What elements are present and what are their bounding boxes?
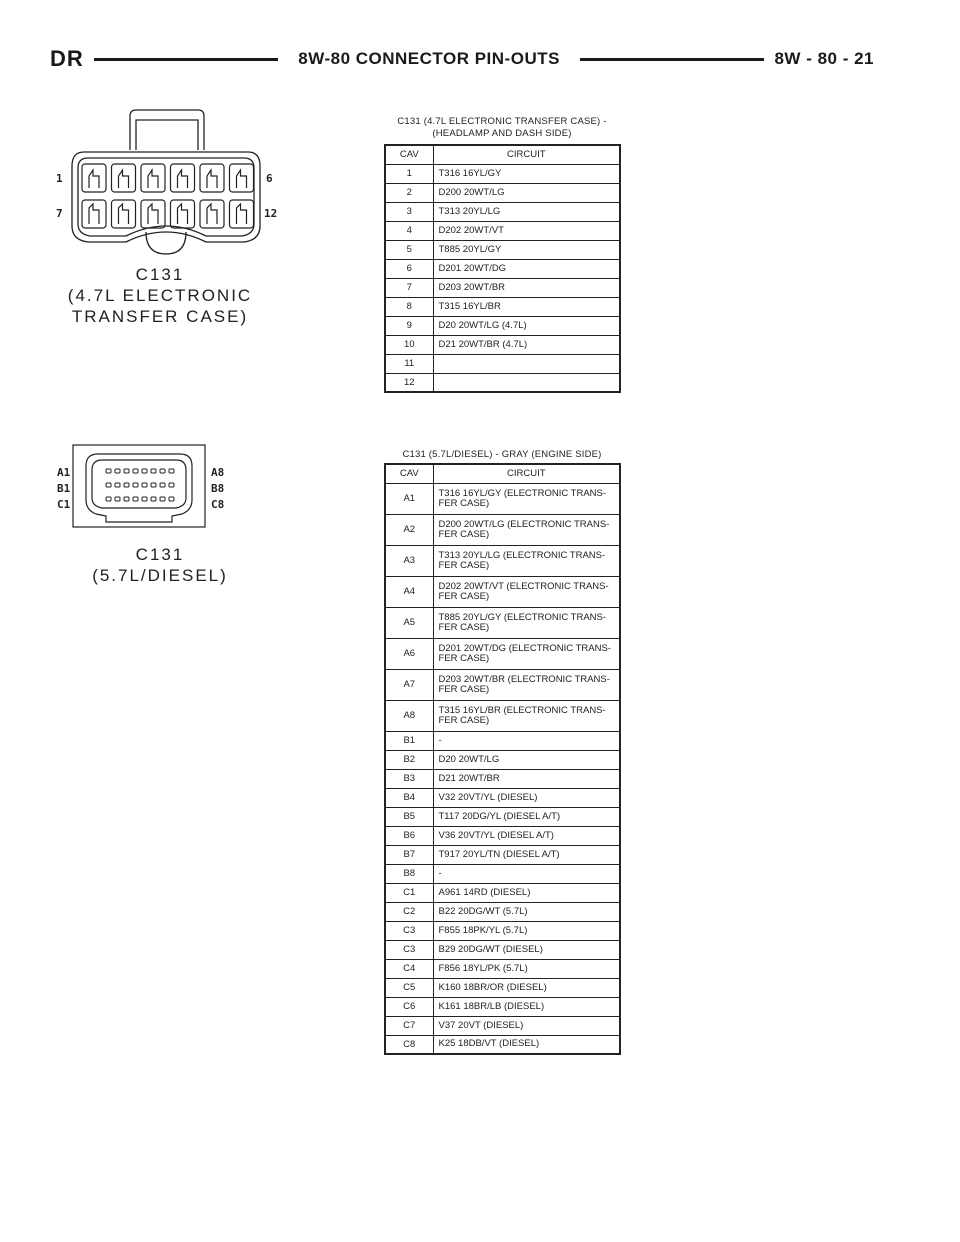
circuit-cell xyxy=(433,576,620,607)
circuit-cell xyxy=(433,959,620,978)
circuit-cell xyxy=(433,514,620,545)
header-page-number: 8W - 80 - 21 xyxy=(774,49,875,68)
table-row xyxy=(385,514,620,545)
header-cav: CAV xyxy=(385,145,433,164)
circuit-line: FER CASE) xyxy=(438,714,490,726)
header-cav: CAV xyxy=(385,464,433,483)
table-row xyxy=(385,297,620,316)
circuit-line: D200 20WT/LG (ELECTRONIC TRANS- xyxy=(438,518,610,530)
table-row xyxy=(385,731,620,750)
circuit-line: K161 18BR/LB (DIESEL) xyxy=(438,1000,545,1012)
cav-cell: B4 xyxy=(385,788,433,807)
circuit-line: B22 20DG/WT (5.7L) xyxy=(438,905,528,917)
pin-shape xyxy=(124,469,129,473)
circuit-line: FER CASE) xyxy=(438,590,490,602)
pin-label-c8: C8 xyxy=(211,498,225,511)
circuit-cell: D20 20WT/LG (4.7L) xyxy=(433,316,620,335)
circuit-line: - xyxy=(438,734,442,746)
pin-label-1: 1 xyxy=(56,172,63,185)
pin-shape xyxy=(133,497,138,501)
circuit-cell: D202 20WT/VT xyxy=(433,221,620,240)
cav-cell: A7 xyxy=(385,669,433,700)
cav-cell: B5 xyxy=(385,807,433,826)
header-rule-left xyxy=(94,58,279,61)
circuit-line: FER CASE) xyxy=(438,559,490,571)
circuit-line: T117 20DG/YL (DIESEL A/T) xyxy=(438,810,561,822)
connector2-caption-line: (5.7L/DIESEL) xyxy=(92,566,228,585)
cav-cell: A3 xyxy=(385,545,433,576)
circuit-line: D21 20WT/BR xyxy=(438,772,500,784)
terminal-shape xyxy=(237,170,247,188)
cav-cell: 9 xyxy=(385,316,433,335)
cav-cell: 6 xyxy=(385,259,433,278)
cav-cell: 11 xyxy=(385,354,433,373)
table-row xyxy=(385,978,620,997)
pin-shape xyxy=(160,483,165,487)
cav-cell: B7 xyxy=(385,845,433,864)
circuit-cell xyxy=(433,607,620,638)
header-circuit: CIRCUIT xyxy=(433,145,620,164)
table2-title-line: C131 (5.7L/DIESEL) - GRAY (ENGINE SIDE) xyxy=(402,449,602,460)
pin-shape xyxy=(169,483,174,487)
circuit-cell xyxy=(433,769,620,788)
circuit-cell xyxy=(433,788,620,807)
terminal-shape xyxy=(119,170,129,188)
cav-cell: 1 xyxy=(385,164,433,183)
pin-label-a1: A1 xyxy=(57,466,71,479)
pin-shape xyxy=(151,469,156,473)
circuit-line: D201 20WT/DG (ELECTRONIC TRANS- xyxy=(438,642,611,654)
cav-cell: 4 xyxy=(385,221,433,240)
circuit-cell xyxy=(433,807,620,826)
cavity-shape xyxy=(112,200,136,228)
circuit-line: D202 20WT/VT (ELECTRONIC TRANS- xyxy=(438,580,609,592)
circuit-line: V37 20VT (DIESEL) xyxy=(438,1019,524,1031)
cav-cell: C4 xyxy=(385,959,433,978)
circuit-line: T917 20YL/TN (DIESEL A/T) xyxy=(438,848,560,860)
table-row xyxy=(385,278,620,297)
table1-title-line: (HEADLAMP AND DASH SIDE) xyxy=(432,128,572,139)
table-header-row xyxy=(385,145,620,164)
circuit-line: K160 18BR/OR (DIESEL) xyxy=(438,981,547,993)
table-row xyxy=(385,1016,620,1035)
cav-cell: 12 xyxy=(385,373,433,392)
cavity-shape xyxy=(230,200,254,228)
table-row xyxy=(385,769,620,788)
table-row xyxy=(385,638,620,669)
circuit-line: T313 20YL/LG (ELECTRONIC TRANS- xyxy=(438,549,606,561)
table-row xyxy=(385,997,620,1016)
circuit-cell xyxy=(433,373,620,392)
circuit-cell: D21 20WT/BR (4.7L) xyxy=(433,335,620,354)
pin-shape xyxy=(115,469,120,473)
connector1-caption-line: TRANSFER CASE) xyxy=(71,307,249,326)
cavity-shape xyxy=(230,164,254,192)
cav-cell: C3 xyxy=(385,940,433,959)
header-title: 8W-80 CONNECTOR PIN-OUTS xyxy=(298,49,560,68)
terminal-shape xyxy=(148,170,158,188)
circuit-cell xyxy=(433,1035,620,1054)
cav-cell: B1 xyxy=(385,731,433,750)
circuit-line: D203 20WT/BR (ELECTRONIC TRANS- xyxy=(438,673,610,685)
circuit-line: F856 18YL/PK (5.7L) xyxy=(438,962,528,974)
cav-cell: B6 xyxy=(385,826,433,845)
header-circuit: CIRCUIT xyxy=(433,464,620,483)
table-row xyxy=(385,750,620,769)
circuit-line: V36 20VT/YL (DIESEL A/T) xyxy=(438,829,554,841)
cav-cell: A4 xyxy=(385,576,433,607)
connector1-caption xyxy=(60,264,260,327)
table-row xyxy=(385,259,620,278)
table-row xyxy=(385,576,620,607)
cavity-shape xyxy=(141,164,165,192)
connector1-caption-line: (4.7L ELECTRONIC xyxy=(67,286,253,305)
circuit-cell xyxy=(433,940,620,959)
circuit-cell xyxy=(433,545,620,576)
circuit-cell xyxy=(433,731,620,750)
pin-shape xyxy=(133,483,138,487)
pin-shape xyxy=(106,469,111,473)
terminal-shape xyxy=(178,170,188,188)
page-header xyxy=(50,46,874,72)
circuit-cell xyxy=(433,902,620,921)
cavity-shape xyxy=(112,164,136,192)
table-row xyxy=(385,959,620,978)
terminal-shape xyxy=(89,204,99,224)
pin-shape xyxy=(160,497,165,501)
pin-shape xyxy=(124,497,129,501)
cav-cell: A8 xyxy=(385,700,433,731)
terminal-shape xyxy=(119,204,129,224)
table-row xyxy=(385,700,620,731)
table-row xyxy=(385,940,620,959)
circuit-cell xyxy=(433,883,620,902)
circuit-cell xyxy=(433,1016,620,1035)
circuit-line: FER CASE) xyxy=(438,497,490,509)
circuit-cell xyxy=(433,483,620,514)
pin-shape xyxy=(160,469,165,473)
table-row xyxy=(385,240,620,259)
cav-cell: B2 xyxy=(385,750,433,769)
cavity-shape xyxy=(200,164,224,192)
header-rule-right xyxy=(580,58,765,61)
terminal-shape xyxy=(89,170,99,188)
pin-label-6: 6 xyxy=(266,172,273,185)
connector1-caption-line: C131 xyxy=(135,265,185,284)
circuit-line: B29 20DG/WT (DIESEL) xyxy=(438,943,543,955)
table-row xyxy=(385,483,620,514)
circuit-line: D20 20WT/LG xyxy=(438,753,500,765)
circuit-line: T316 16YL/GY (ELECTRONIC TRANS- xyxy=(438,487,607,499)
table2-title xyxy=(382,449,622,461)
circuit-cell xyxy=(433,669,620,700)
cav-cell: A5 xyxy=(385,607,433,638)
pin-shape xyxy=(151,483,156,487)
table-row xyxy=(385,221,620,240)
table-row xyxy=(385,826,620,845)
table-header-row xyxy=(385,464,620,483)
table2-pinout xyxy=(384,463,621,1055)
table-row xyxy=(385,202,620,221)
pin-shape xyxy=(151,497,156,501)
circuit-cell xyxy=(433,978,620,997)
table-row xyxy=(385,335,620,354)
pin-label-a8: A8 xyxy=(211,466,225,479)
table-row xyxy=(385,373,620,392)
table1-pinout xyxy=(384,144,621,393)
cav-cell: C3 xyxy=(385,921,433,940)
circuit-cell: T315 16YL/BR xyxy=(433,297,620,316)
pin-shape xyxy=(115,497,120,501)
connector-c131-4.7l-drawing xyxy=(66,108,266,258)
terminal-shape xyxy=(178,204,188,224)
pin-shape xyxy=(106,483,111,487)
cav-cell: A6 xyxy=(385,638,433,669)
circuit-cell: T885 20YL/GY xyxy=(433,240,620,259)
circuit-cell xyxy=(433,845,620,864)
pin-shape xyxy=(142,483,147,487)
table-row xyxy=(385,921,620,940)
cav-cell: 7 xyxy=(385,278,433,297)
pin-label-c1: C1 xyxy=(57,498,71,511)
circuit-line: V32 20VT/YL (DIESEL) xyxy=(438,791,538,803)
circuit-cell: T313 20YL/LG xyxy=(433,202,620,221)
cavity-shape xyxy=(82,164,106,192)
circuit-cell: D200 20WT/LG xyxy=(433,183,620,202)
table-row xyxy=(385,864,620,883)
cavity-shape xyxy=(200,200,224,228)
pin-shape xyxy=(115,483,120,487)
cav-cell: 8 xyxy=(385,297,433,316)
pin-shape xyxy=(142,497,147,501)
connector2-caption xyxy=(60,544,260,586)
circuit-line: - xyxy=(438,867,442,879)
table-row xyxy=(385,545,620,576)
table-row xyxy=(385,183,620,202)
cav-cell: 5 xyxy=(385,240,433,259)
cav-cell: 2 xyxy=(385,183,433,202)
cavity-shape xyxy=(171,200,195,228)
terminal-shape xyxy=(237,204,247,224)
circuit-cell xyxy=(433,826,620,845)
cav-cell: C8 xyxy=(385,1035,433,1054)
cavity-shape xyxy=(141,200,165,228)
table-row xyxy=(385,164,620,183)
cav-cell: C7 xyxy=(385,1016,433,1035)
circuit-line: FER CASE) xyxy=(438,621,490,633)
terminal-shape xyxy=(207,204,217,224)
pin-shape xyxy=(133,469,138,473)
pin-label-b1: B1 xyxy=(57,482,71,495)
circuit-line: FER CASE) xyxy=(438,528,490,540)
circuit-line: FER CASE) xyxy=(438,652,490,664)
cav-cell: 3 xyxy=(385,202,433,221)
circuit-line: T315 16YL/BR (ELECTRONIC TRANS- xyxy=(438,704,606,716)
pin-shape xyxy=(142,469,147,473)
pin-shape xyxy=(169,497,174,501)
cavity-shape xyxy=(171,164,195,192)
table-row xyxy=(385,316,620,335)
circuit-cell xyxy=(433,750,620,769)
table-row xyxy=(385,1035,620,1054)
cavity-shape xyxy=(82,200,106,228)
table-row xyxy=(385,902,620,921)
cav-cell: C1 xyxy=(385,883,433,902)
cav-cell: C2 xyxy=(385,902,433,921)
pin-label-7: 7 xyxy=(56,207,63,220)
terminal-shape xyxy=(148,204,158,224)
circuit-cell xyxy=(433,638,620,669)
circuit-line: A961 14RD (DIESEL) xyxy=(438,886,531,898)
connector-c131-5.7l-diesel-drawing xyxy=(72,444,206,528)
table-row xyxy=(385,354,620,373)
table-row xyxy=(385,607,620,638)
pin-label-b8: B8 xyxy=(211,482,225,495)
pin-shape xyxy=(106,497,111,501)
header-left: DR xyxy=(50,46,84,71)
terminal-shape xyxy=(207,170,217,188)
circuit-cell: T316 16YL/GY xyxy=(433,164,620,183)
circuit-cell xyxy=(433,354,620,373)
table-row xyxy=(385,788,620,807)
circuit-cell: D201 20WT/DG xyxy=(433,259,620,278)
circuit-cell xyxy=(433,700,620,731)
circuit-line: FER CASE) xyxy=(438,683,490,695)
cav-cell: B8 xyxy=(385,864,433,883)
circuit-cell xyxy=(433,864,620,883)
circuit-line: T885 20YL/GY (ELECTRONIC TRANS- xyxy=(438,611,607,623)
cav-cell: C6 xyxy=(385,997,433,1016)
table-row xyxy=(385,845,620,864)
cav-cell: B3 xyxy=(385,769,433,788)
circuit-cell xyxy=(433,997,620,1016)
circuit-cell: D203 20WT/BR xyxy=(433,278,620,297)
cav-cell: A2 xyxy=(385,514,433,545)
cav-cell: A1 xyxy=(385,483,433,514)
pin-label-12: 12 xyxy=(264,207,278,220)
table-row xyxy=(385,807,620,826)
circuit-cell xyxy=(433,921,620,940)
cav-cell: C5 xyxy=(385,978,433,997)
table1-title-line: C131 (4.7L ELECTRONIC TRANSFER CASE) - xyxy=(397,116,607,127)
table1-title xyxy=(382,116,622,140)
circuit-line: K25 18DB/VT (DIESEL) xyxy=(438,1038,540,1050)
circuit-line: F855 18PK/YL (5.7L) xyxy=(438,924,528,936)
pin-shape xyxy=(124,483,129,487)
pin-shape xyxy=(169,469,174,473)
cav-cell: 10 xyxy=(385,335,433,354)
connector2-caption-line: C131 xyxy=(135,545,185,564)
table-row xyxy=(385,669,620,700)
table-row xyxy=(385,883,620,902)
